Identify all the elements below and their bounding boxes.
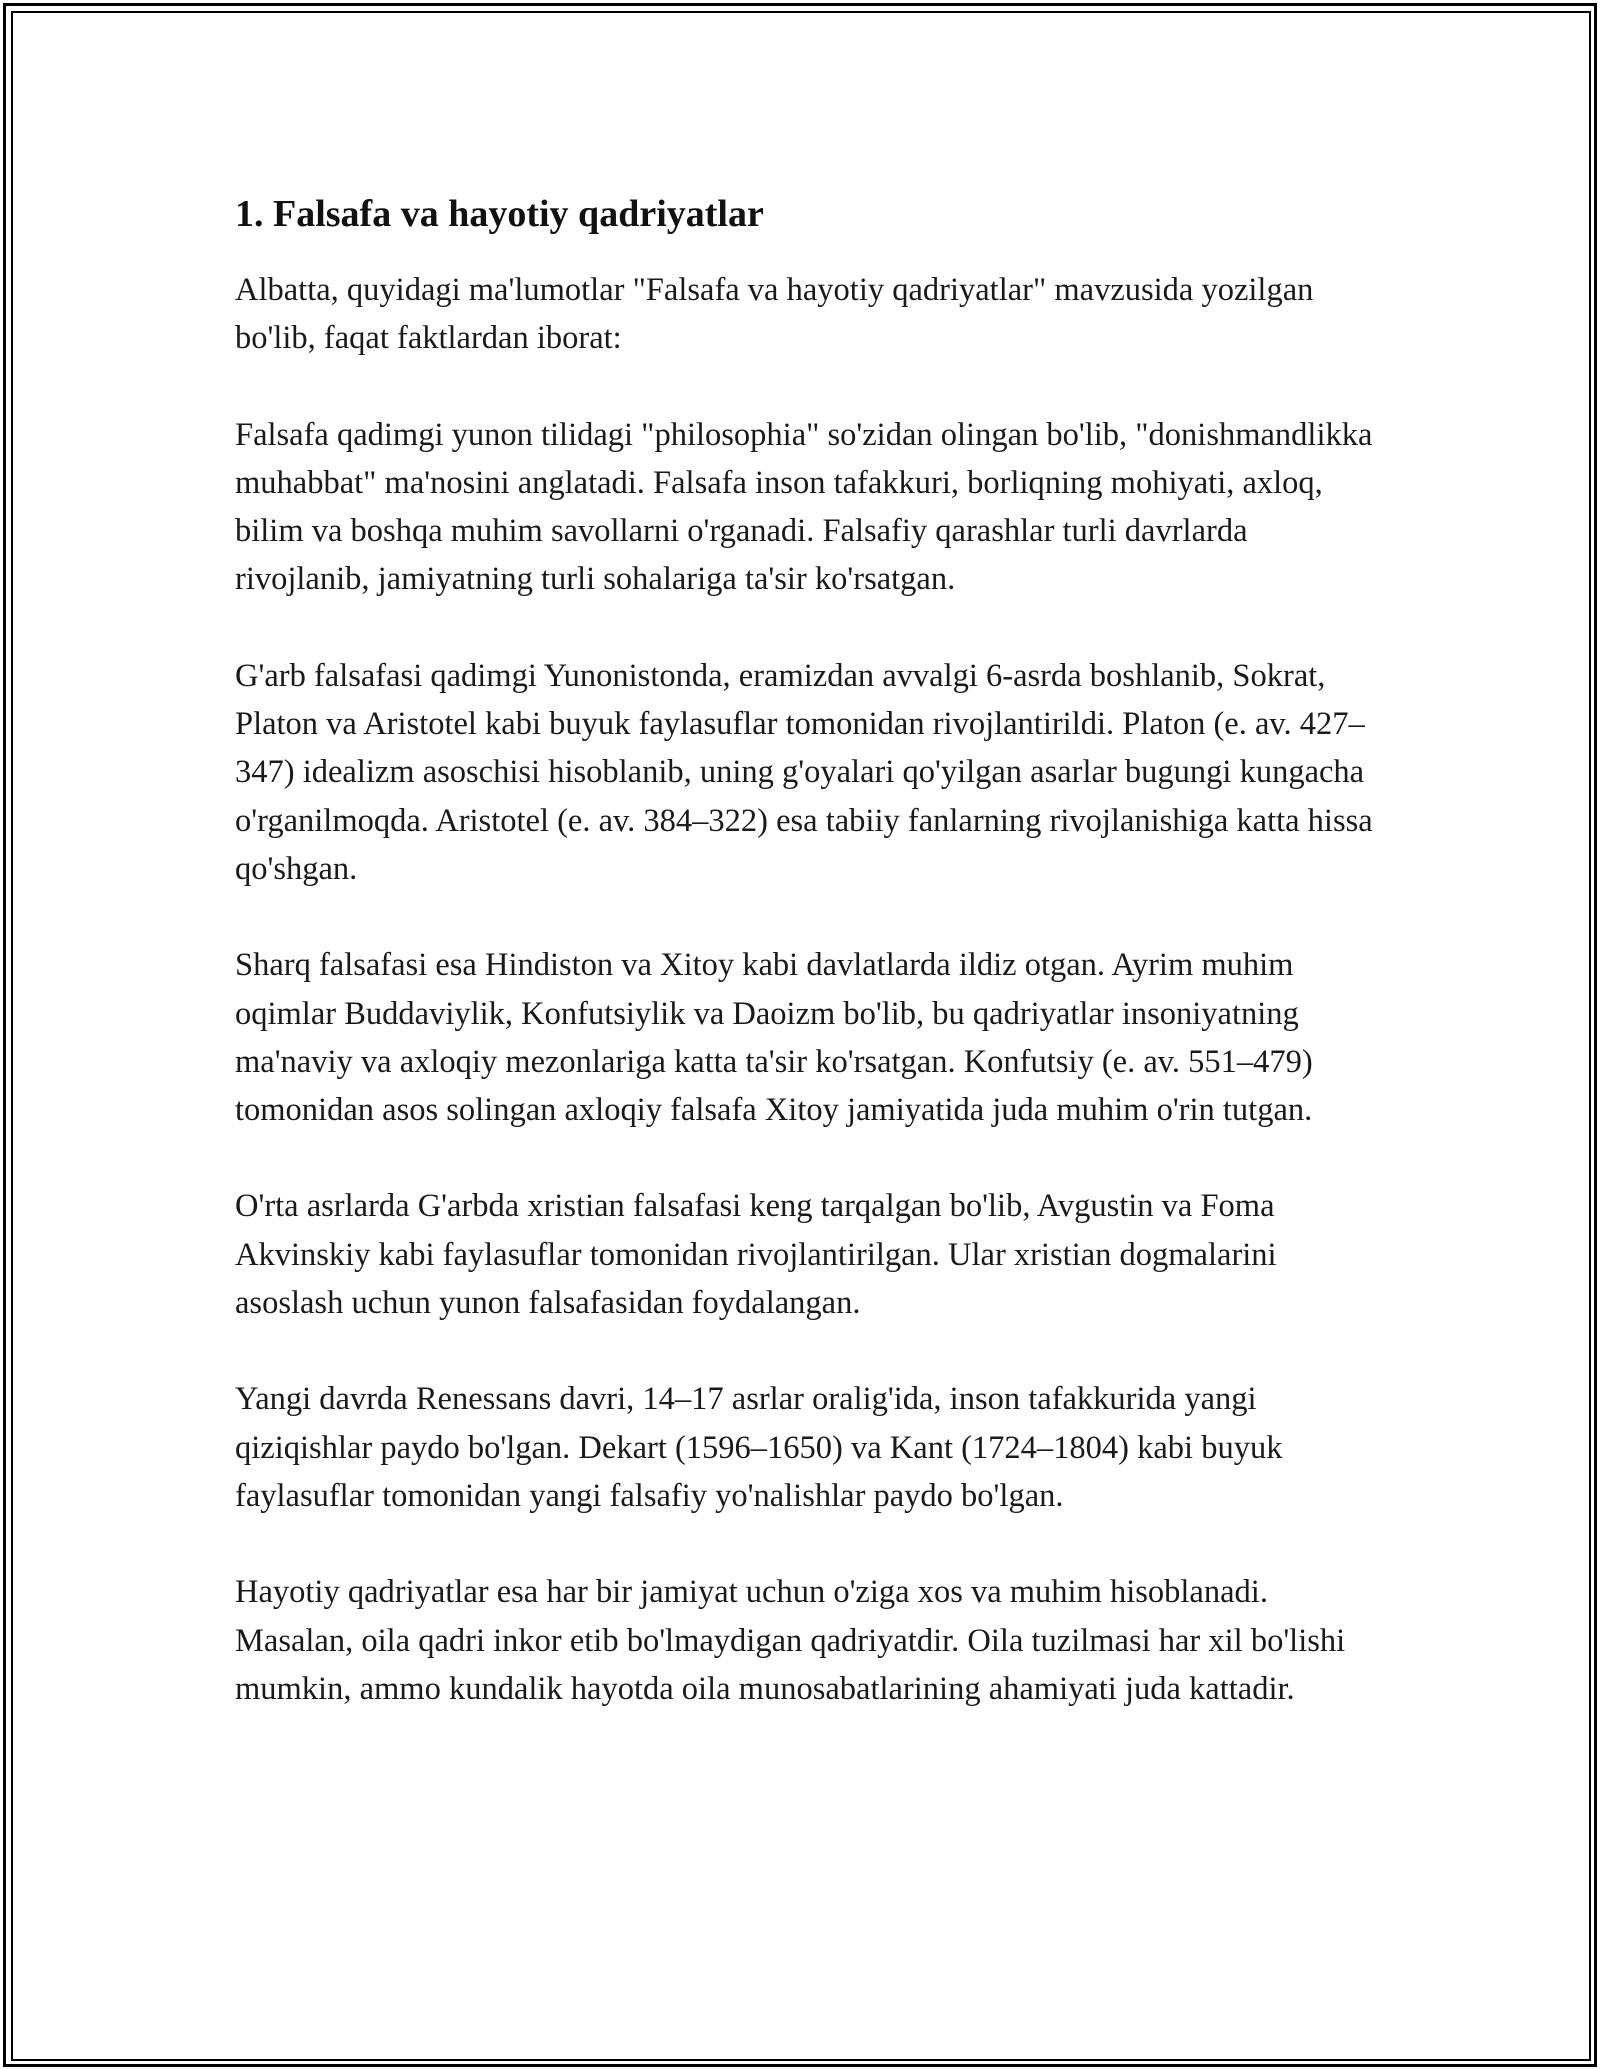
paragraph-life-values: Hayotiy qadriyatlar esa har bir jamiyat uchun o'ziga xos va muhim hisoblanadi. Masalan, oila qadri inkor etib bo'lmaydigan qadriyatdir. Oila tuzilmasi har xil bo'lishi mumkin, ammo kundalik hayotda oila munosabatlarining ahamiyati juda kattadir. xyxy=(235,1574,1346,1707)
paragraph-intro: Albatta, quyidagi ma'lumotlar "Falsafa va hayotiy qadriyatlar" mavzusida yozilgan bo'lib, faqat faktlardan iborat: xyxy=(235,272,1314,357)
document-title: 1. Falsafa va hayotiy qadriyatlar xyxy=(235,193,764,235)
paragraph-western-philosophy: G'arb falsafasi qadimgi Yunonistonda, eramizdan avvalgi 6-asrda boshlanib, Sokrat, Platon va Aristotel kabi buyuk faylasuflar tomonidan rivojlantirildi. Platon (e. av. 427–347) idealizm asoschisi hisoblanib, uning g'oyalari qo'yilgan asarlar bugungi kungacha o'rganilmoqda. Aristotel (e. av. 384–322) esa tabiiy fanlarning rivojlanishiga katta hissa qo'shgan. xyxy=(235,657,1373,887)
paragraph-medieval-philosophy: O'rta asrlarda G'arbda xristian falsafasi keng tarqalgan bo'lib, Avgustin va Foma Akvinskiy kabi faylasuflar tomonidan rivojlantirilgan. Ular xristian dogmalarini asoslash uchun yunon falsafasidan foydalangan. xyxy=(235,1188,1277,1322)
document-body xyxy=(235,188,1385,1761)
paragraph-modern-era: Yangi davrda Renessans davri, 14–17 asrlar oralig'ida, inson tafakkurida yangi qiziqishlar paydo bo'lgan. Dekart (1596–1650) va Kant (1724–1804) kabi buyuk faylasuflar tomonidan yangi falsafiy yo'nalishlar paydo bo'lgan. xyxy=(235,1381,1283,1514)
paragraph-philosophy-definition: Falsafa qadimgi yunon tilidagi "philosophia" so'zidan olingan bo'lib, "donishmandlikka muhabbat" ma'nosini anglatadi. Falsafa inson tafakkuri, borliqning mohiyati, axloq, bilim va boshqa muhim savollarni o'rganadi. Falsafiy qarashlar turli davrlarda rivojlanib, jamiyatning turli sohalariga ta'sir ko'rsatgan. xyxy=(235,416,1373,598)
paragraph-eastern-philosophy: Sharq falsafasi esa Hindiston va Xitoy kabi davlatlarda ildiz otgan. Ayrim muhim oqimlar Buddaviylik, Konfutsiylik va Daoizm bo'lib, bu qadriyatlar insoniyatning ma'naviy va axloqiy mezonlariga katta ta'sir ko'rsatgan. Konfutsiy (e. av. 551–479) tomonidan asos solingan axloqiy falsafa Xitoy jamiyatida juda muhim o'rin tutgan. xyxy=(235,947,1313,1129)
